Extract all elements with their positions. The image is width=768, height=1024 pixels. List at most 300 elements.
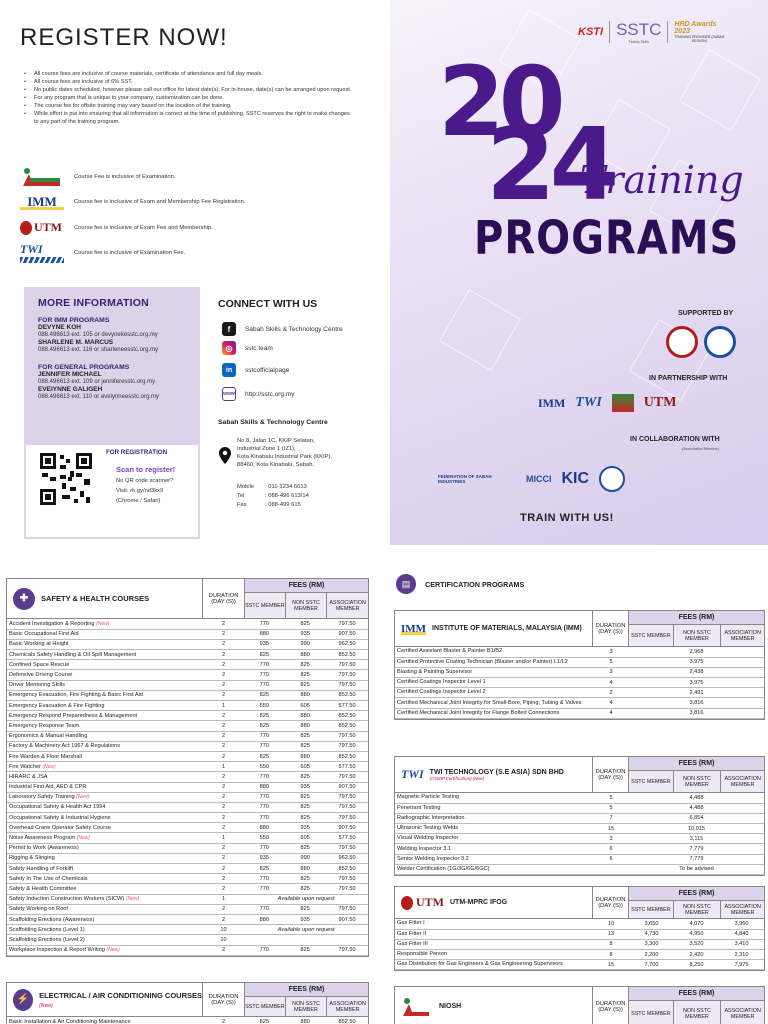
utm-title: UTM-MPRC IFOG bbox=[450, 899, 508, 906]
course-name: Certified Assistant Blaster & Painter B1/B2 bbox=[395, 647, 593, 657]
duration-cell: 5 bbox=[593, 793, 629, 803]
location-pin-icon bbox=[219, 447, 231, 464]
address-line: 88460, Kota Kinabalu, Sabah. bbox=[237, 462, 315, 468]
fee-cell: 10,915 bbox=[629, 824, 764, 834]
duration-cell: 1 bbox=[203, 833, 245, 843]
fee-cell: 4,950 bbox=[674, 929, 719, 939]
duration-cell: 2 bbox=[203, 874, 245, 884]
org-row-imm bbox=[20, 194, 245, 210]
fee-cell: 2,420 bbox=[674, 950, 719, 960]
hrd-corp-logo-icon bbox=[704, 326, 736, 358]
fsi-logo-icon: FEDERATION OF SABAH INDUSTRIES bbox=[438, 474, 492, 484]
course-name: Gas Fitter II bbox=[395, 929, 593, 939]
info-bullet: • No public dates scheduled, however please call our office for latest date(s). For in-house, date(s) can be arranged upon request. bbox=[24, 86, 354, 94]
address-line: No.8, Jalan 1C, KKIP Selatan, bbox=[237, 438, 315, 444]
cert-title: CERTIFICATION PROGRAMS bbox=[425, 579, 525, 589]
fee-cell: 797.50 bbox=[326, 792, 368, 802]
fee-cell: 770 bbox=[244, 772, 284, 782]
contact-line: 088.496613 ext. 116 or sharleneesstc.org.my bbox=[38, 347, 158, 353]
collab-logos bbox=[438, 466, 625, 492]
course-name: Safety Working on Roof bbox=[7, 904, 203, 914]
course-name: HIRARC & JSA bbox=[7, 772, 203, 782]
fee-cell: 825 bbox=[284, 813, 326, 823]
assoc-logo-icon bbox=[599, 466, 625, 492]
table-row bbox=[395, 919, 764, 929]
duration-cell: 2 bbox=[203, 619, 245, 629]
fee-cell: 3,816 bbox=[629, 708, 764, 718]
fee-cell: 550 bbox=[244, 833, 284, 843]
table-row bbox=[7, 823, 368, 833]
browser-note: (Chrome / Safari) bbox=[116, 498, 161, 504]
imm-table: IMM INSTITUTE OF MATERIALS, MALAYSIA (IMM) DURATION (DAY (S)) FEES (RM) SSTC MEMBER NON SSTC MEMBER ASSOCIATION MEMBER Certified Assistant Blaster & Painter B1/B2 3 2,968 Certified Protective Coating Technician (Blaster and/or Painter) L1/L2 5 3,975 Blasting & Painting Supervisor 3 2,438 Certified Coatings Inspector Level 1 4 3,975 Certified Coatings Inspector Level 2 2 2,491 Certified Mechanical Joint Integrity for Small-Bore, Piping, Tubing & Valves 4 3,816 Certified Mechanical Joint Integrity for Flange Bolted Connections 4 3,816 bbox=[394, 610, 765, 720]
twi-logo-icon: TWI bbox=[401, 767, 424, 781]
duration-cell: 8 bbox=[593, 950, 629, 960]
course-name: Basic Installation & Air Conditioning Maintenance bbox=[7, 1017, 203, 1024]
table-row bbox=[395, 708, 764, 718]
no-qr-label: No QR code scanner? bbox=[116, 478, 174, 484]
utm-logo-icon: UTM bbox=[643, 395, 677, 410]
table-row bbox=[7, 914, 368, 924]
course-name: Permit to Work (Awareness) bbox=[7, 843, 203, 853]
fee-cell: 770 bbox=[244, 792, 284, 802]
fee-cell: 825 bbox=[284, 884, 326, 894]
table-row bbox=[395, 647, 764, 657]
fee-cell: 770 bbox=[244, 660, 284, 670]
course-name: Scaffolding Erections (Level 1) bbox=[7, 925, 203, 935]
fee-cell: 852.50 bbox=[326, 1017, 368, 1024]
table-row bbox=[7, 904, 368, 914]
fee-cell: 4,488 bbox=[629, 793, 764, 803]
duration-cell: 2 bbox=[203, 1017, 245, 1024]
table-row bbox=[7, 884, 368, 894]
hero-panel bbox=[390, 0, 768, 545]
duration-cell: 8 bbox=[593, 939, 629, 949]
course-name: Occupational Safety & Health Act 1994 bbox=[7, 802, 203, 812]
table-row bbox=[7, 843, 368, 853]
utm-logo-icon: UTM bbox=[20, 220, 64, 235]
table-row bbox=[7, 619, 368, 629]
new-tag: (New) bbox=[125, 896, 140, 903]
course-name: Confined Space Rescue bbox=[7, 660, 203, 670]
duration-cell: 6 bbox=[593, 844, 629, 854]
fee-cell: 825 bbox=[284, 945, 326, 955]
course-name: Certified Coatings Inspector Level 2 bbox=[395, 688, 593, 698]
fee-cell: 3,520 bbox=[674, 939, 719, 949]
connect-title: CONNECT WITH US bbox=[218, 298, 318, 310]
fee-cell: 852.50 bbox=[326, 751, 368, 761]
table-row bbox=[7, 701, 368, 711]
registration-box bbox=[24, 443, 200, 539]
course-name: Certified Protective Coating Technician (Blaster and/or Painter) L1/L2 bbox=[395, 657, 593, 667]
fee-cell: 7,779 bbox=[629, 854, 764, 864]
fee-cell: 8,250 bbox=[674, 960, 719, 970]
course-name: Safety Handling of Forklift bbox=[7, 864, 203, 874]
duration-cell: 2 bbox=[203, 639, 245, 649]
fee-cell: 990 bbox=[284, 853, 326, 863]
fee-cell: 3,300 bbox=[629, 939, 674, 949]
linkedin-icon: in bbox=[222, 363, 236, 377]
website-link[interactable]: www http://sstc.org.my bbox=[222, 387, 295, 401]
info-bullet: • All course fees are inclusive of course materials, certificate of attendance and full day meals. bbox=[24, 70, 354, 78]
twi-table: TWI TWI TECHNOLOGY (S.E ASIA) SDN BHD (CSWIP Certification) (New) DURATION (DAY (S)) FEES (RM) SSTC MEMBER NON SSTC MEMBER ASSOCIATION MEMBER Magnetic Particle Testing 5 4,488 Penetrant Testing 5 4,488 Radiographic Interpretation 7 6,854 Ultrasonic Testing Welds 15 10,915 Visual Welding Inspector 3 3,115 Welding Inspector 3.1 6 7,779 Senior Welding Inspector 3.2 6 7,779 Welder Certification (1G/3G/6G/6GC) To be advised bbox=[394, 756, 765, 876]
fee-cell: 935 bbox=[284, 823, 326, 833]
duration-cell: 5 bbox=[593, 657, 629, 667]
table-row bbox=[7, 660, 368, 670]
general-heading: FOR GENERAL PROGRAMS bbox=[38, 364, 130, 371]
duration-cell: 2 bbox=[203, 792, 245, 802]
duration-cell: 2 bbox=[203, 843, 245, 853]
table-row bbox=[7, 731, 368, 741]
fee-cell: 577.50 bbox=[326, 833, 368, 843]
org-note: Course fee is inclusive of Examination Fee. bbox=[74, 249, 186, 256]
fee-cell: 825 bbox=[244, 864, 284, 874]
table-row bbox=[7, 650, 368, 660]
table-row bbox=[7, 792, 368, 802]
duration-cell: 3 bbox=[593, 834, 629, 844]
fee-cell: 797.50 bbox=[326, 874, 368, 884]
more-info-title: MORE INFORMATION bbox=[38, 297, 149, 309]
org-note: Course fee is inclusive of Exam Fee and Membership. bbox=[74, 224, 213, 231]
fee-cell: 825 bbox=[284, 874, 326, 884]
course-name: Gas Fitter III bbox=[395, 939, 593, 949]
fee-cell: 797.50 bbox=[326, 731, 368, 741]
award-logo-icon: HRD Awards 2023 TRAINING PROVIDER (SABAH REGION) bbox=[674, 21, 725, 43]
course-name: Safety & Health Committee bbox=[7, 884, 203, 894]
duration-cell: 2 bbox=[203, 823, 245, 833]
course-name: Certified Mechanical Joint Integrity for Flange Bolted Connections bbox=[395, 708, 593, 718]
contact-line: 088.496613 ext. 110 or eveiynneesstc.org.my bbox=[38, 394, 159, 400]
table-row bbox=[395, 854, 764, 864]
duration-cell: 2 bbox=[203, 802, 245, 812]
fee-cell: 880 bbox=[244, 914, 284, 924]
table-row bbox=[395, 844, 764, 854]
course-name: Workplace Inspection & Report Writing (New) bbox=[7, 945, 203, 955]
table-row bbox=[395, 813, 764, 823]
fee-cell: 852.50 bbox=[326, 690, 368, 700]
table-row bbox=[7, 925, 368, 935]
contact-line: 088.496613 ext. 105 or devynekesstc.org.my bbox=[38, 332, 158, 338]
duration-cell: 2 bbox=[203, 680, 245, 690]
fee-cell: 770 bbox=[244, 802, 284, 812]
partnership-label: IN PARTNERSHIP WITH bbox=[649, 375, 728, 382]
table-row bbox=[7, 833, 368, 843]
duration-cell: 2 bbox=[203, 904, 245, 914]
course-name: Fire Warden & Floor Marshall bbox=[7, 751, 203, 761]
table-row bbox=[395, 667, 764, 677]
table-row bbox=[395, 950, 764, 960]
fee-cell: 825 bbox=[284, 792, 326, 802]
table-row bbox=[395, 834, 764, 844]
course-name: Radiographic Interpretation bbox=[395, 813, 593, 823]
course-name: Safety Induction Construction Workers (SICW) (New) bbox=[7, 894, 203, 904]
fee-cell: 825 bbox=[284, 619, 326, 629]
duration-cell: 2 bbox=[203, 670, 245, 680]
address bbox=[237, 437, 332, 469]
duration-cell: 4 bbox=[593, 698, 629, 708]
course-name: Overhead Crane Operator Safety Course bbox=[7, 823, 203, 833]
programs-title: PROGRAMS bbox=[474, 212, 740, 265]
fee-cell: 935 bbox=[284, 914, 326, 924]
fee-cell: 907.50 bbox=[326, 823, 368, 833]
utm-logo-icon bbox=[401, 896, 413, 910]
info-bullet: • All course fees are inclusive of 6% SST. bbox=[24, 78, 354, 86]
table-row bbox=[395, 864, 764, 874]
duration-cell: 1 bbox=[203, 894, 245, 904]
table-row bbox=[7, 751, 368, 761]
fee-cell: 797.50 bbox=[326, 670, 368, 680]
fee-cell: 797.50 bbox=[326, 619, 368, 629]
fee-cell: 880 bbox=[244, 629, 284, 639]
course-name: Welding Inspector 3.1 bbox=[395, 844, 593, 854]
fee-cell: 825 bbox=[244, 690, 284, 700]
new-tag: (New) bbox=[96, 620, 110, 627]
fee-cell: 825 bbox=[244, 1017, 284, 1024]
course-name: Accident Investigation & Reporting (New) bbox=[7, 619, 203, 629]
course-name: Emergency Response Team bbox=[7, 721, 203, 731]
fee-cell: 770 bbox=[244, 884, 284, 894]
fee-cell: 3,975 bbox=[629, 657, 764, 667]
table-row bbox=[395, 929, 764, 939]
duration-cell bbox=[593, 864, 629, 874]
duration-cell: 5 bbox=[593, 803, 629, 813]
fee-cell: 6,854 bbox=[629, 813, 764, 823]
facebook-link[interactable]: f Sabah Skills & Technology Centre bbox=[222, 322, 343, 336]
fee-cell: 852.50 bbox=[326, 650, 368, 660]
niosh-logo-icon bbox=[20, 166, 64, 188]
course-name: Magnetic Particle Testing bbox=[395, 793, 593, 803]
fee-cell: 7,700 bbox=[629, 960, 674, 970]
niosh-logo-icon bbox=[401, 996, 431, 1018]
fee-cell: 4,488 bbox=[629, 803, 764, 813]
fee-cell: 880 bbox=[284, 1017, 326, 1024]
table-row bbox=[7, 670, 368, 680]
fee-cell: 797.50 bbox=[326, 741, 368, 751]
contact-name: DEVYNE KOH bbox=[38, 324, 81, 331]
fee-cell: 605 bbox=[284, 701, 326, 711]
duration-cell: 2 bbox=[203, 914, 245, 924]
course-name: Blasting & Painting Supervisor bbox=[395, 667, 593, 677]
fee-cell: 852.50 bbox=[326, 721, 368, 731]
fee-cell: 605 bbox=[284, 762, 326, 772]
duration-cell: 2 bbox=[593, 688, 629, 698]
course-name: Penetrant Testing bbox=[395, 803, 593, 813]
course-name: Scaffolding Erections (Awareness) bbox=[7, 914, 203, 924]
fee-cell: 4,840 bbox=[719, 929, 764, 939]
fee-cell: 770 bbox=[244, 874, 284, 884]
fee-cell: 880 bbox=[284, 690, 326, 700]
course-name: Basic Working at Height bbox=[7, 639, 203, 649]
fee-cell: 770 bbox=[244, 843, 284, 853]
fee-cell: 2,310 bbox=[719, 950, 764, 960]
fee-cell: 797.50 bbox=[326, 802, 368, 812]
fee-cell: 880 bbox=[284, 711, 326, 721]
register-title: REGISTER NOW! bbox=[20, 24, 228, 51]
fee-cell: 907.50 bbox=[326, 629, 368, 639]
fee-cell: 770 bbox=[244, 741, 284, 751]
duration-cell: 2 bbox=[203, 731, 245, 741]
safety-title: SAFETY & HEALTH COURSES bbox=[41, 594, 150, 603]
duration-cell: 2 bbox=[203, 690, 245, 700]
info-bullet: • The course fee for offsite training may vary based on the location of the training. bbox=[24, 102, 354, 110]
twi-logo-icon: TWI bbox=[20, 242, 64, 263]
safety-icon: ✚ bbox=[13, 588, 35, 610]
safety-table: ✚ SAFETY & HEALTH COURSES DURATION (DAY (S)) FEES (RM) SSTC MEMBER NON SSTC MEMBER ASSOCIATION MEMBER Accident Investigation & Reporting (New) 2 770 825 797.50 Basic Occupational First Aid 2 880 935 907.50 Basic Working at Height 2 935 990 962.50 Chemicals Safety Handling & Oil Spill Management 2 825 880 852.50 Confined Space Rescue 2 770 825 797.50 Defensive Driving Course 2 770 825 797.50 Driver Mentoring Skills 2 770 825 797.50 Emergency Evacuation, Fire Fighting & Basic First Aid 2 825 880 852.50 Emergency Evacuation & Fire Fighting 1 550 605 577.50 Emergency Respond Preparedness & Management 2 825 880 852.50 Emergency Response Team 2 825 880 852.50 Ergonomics & Manual Handling 2 770 825 797.50 Factory & Machinery Act 1967 & Regulations 2 770 825 797.50 Fire Warden & Floor Marshall 2 825 880 852.50 Fire Watcher (New) 1 550 605 577.50 HIRARC & JSA 2 770 825 797.50 Industrial First Aid, AED & CPR 2 880 935 907.50 Laboratory Safety Training (New) 2 770 825 797.50 Occupational Safety & Health Act 1994 2 770 825 797.50 Occupational Safety & Industrial Hygiene 2 770 825 797.50 Overhead Crane Operator Safety Course 2 880 935 907.50 Noise Awareness Program (New) 1 550 605 577.50 Permit to Work (Awareness) 2 770 825 797.50 Rigging & Slinging 2 935 990 962.50 Safety Handling of Forklift 2 825 880 852.50 Safety In The Use of Chemicals 2 770 825 797.50 Safety & Health Committee 2 770 825 797.50 Safety Induction Construction Workers (SICW) (New) 1 Available upon request Safety Working on Roof 2 770 825 797.50 Scaffolding Erections (Awareness) 2 880 935 907.50 Scaffolding Erections (Level 1) 10 Available upon request Scaffolding Erections (Level 2) 10 Workplace Inspection & Report Writing (New) 2 770 825 797.50 bbox=[6, 578, 369, 957]
duration-cell: 2 bbox=[203, 782, 245, 792]
course-name: Certified Coatings Inspector Level 1 bbox=[395, 678, 593, 688]
duration-cell: 2 bbox=[203, 813, 245, 823]
course-name: Visual Welding Inspector bbox=[395, 834, 593, 844]
course-name: Noise Awareness Program (New) bbox=[7, 833, 203, 843]
org-row-utm bbox=[20, 220, 213, 235]
contact-name: EVEIYNNE GALIGEH bbox=[38, 386, 103, 393]
twi-logo-icon: TWI bbox=[575, 395, 602, 410]
electrical-title: ELECTRICAL / AIR CONDITIONING COURSES bbox=[39, 990, 202, 1000]
assoc-note: (Association Member) bbox=[682, 447, 719, 451]
fee-cell: 3,650 bbox=[629, 919, 674, 929]
info-bullet: • For any program that is unique to your company, customization can be done. bbox=[24, 94, 354, 102]
table-row bbox=[7, 945, 368, 955]
niosh-title: NIOSH bbox=[439, 1003, 462, 1010]
new-tag: (New) bbox=[76, 835, 91, 842]
electrical-rows bbox=[7, 1017, 368, 1024]
course-name: Emergency Respond Preparedness & Management bbox=[7, 711, 203, 721]
fee-cell: 797.50 bbox=[326, 904, 368, 914]
fee-cell: 797.50 bbox=[326, 660, 368, 670]
fee-cell: 825 bbox=[284, 741, 326, 751]
fee-cell: 550 bbox=[244, 762, 284, 772]
fee-cell: 770 bbox=[244, 904, 284, 914]
table-row bbox=[7, 690, 368, 700]
ksti-logo-icon: KSTI bbox=[578, 26, 604, 38]
course-name: Laboratory Safety Training (New) bbox=[7, 792, 203, 802]
duration-cell: 2 bbox=[203, 711, 245, 721]
fee-cell: 852.50 bbox=[326, 864, 368, 874]
table-row bbox=[7, 680, 368, 690]
fee-cell: 7,779 bbox=[629, 844, 764, 854]
duration-cell: 1 bbox=[203, 701, 245, 711]
course-name: Chemicals Safety Handling & Oil Spill Management bbox=[7, 650, 203, 660]
www-icon: www bbox=[222, 387, 236, 401]
info-bullet: • While effort is put into ensuring that all information is correct at the time of publishing, SSTC reserves the right to make changes to any part of the training program. bbox=[24, 110, 354, 126]
fee-cell: 880 bbox=[284, 864, 326, 874]
fee-cell: 825 bbox=[284, 731, 326, 741]
org-row-twi bbox=[20, 242, 185, 263]
course-name: Welder Certification (1G/3G/6G/6GC) bbox=[395, 864, 593, 874]
table-row bbox=[395, 793, 764, 803]
qr-code-icon[interactable] bbox=[38, 451, 94, 507]
fee-cell: 825 bbox=[284, 772, 326, 782]
new-tag: (New) bbox=[42, 763, 56, 770]
fee-cell: 770 bbox=[244, 619, 284, 629]
table-row bbox=[7, 864, 368, 874]
fee-cell: 797.50 bbox=[326, 813, 368, 823]
visit-link[interactable]: Visit: rb.gy/nd3kx9 bbox=[116, 488, 164, 494]
course-name: Scaffolding Erections (Level 2) bbox=[7, 935, 203, 945]
fee-cell: 880 bbox=[284, 721, 326, 731]
duration-cell: 4 bbox=[593, 678, 629, 688]
duration-cell: 2 bbox=[203, 945, 245, 955]
fee-cell: 880 bbox=[284, 751, 326, 761]
fee-cell: 577.50 bbox=[326, 762, 368, 772]
duration-cell: 2 bbox=[203, 864, 245, 874]
linkedin-link[interactable]: in sstcofficialpage bbox=[222, 363, 289, 377]
fee-cell: 577.50 bbox=[326, 701, 368, 711]
duration-cell: 1 bbox=[203, 762, 245, 772]
twi-rows bbox=[395, 793, 764, 875]
table-row bbox=[395, 688, 764, 698]
course-name: Emergency Evacuation, Fire Fighting & Basic First Aid bbox=[7, 690, 203, 700]
micci-logo-icon: MICCI bbox=[526, 474, 552, 484]
fee-cell: 907.50 bbox=[326, 782, 368, 792]
fee-cell: 880 bbox=[244, 782, 284, 792]
duration-cell: 7 bbox=[593, 813, 629, 823]
fee-cell: 770 bbox=[244, 945, 284, 955]
course-name: Occupational Safety & Industrial Hygiene bbox=[7, 813, 203, 823]
course-name: Emergency Evacuation & Fire Fighting bbox=[7, 701, 203, 711]
imm-title: INSTITUTE OF MATERIALS, MALAYSIA (IMM) bbox=[432, 625, 582, 632]
fee-cell: 3,115 bbox=[629, 834, 764, 844]
lightning-icon: ⚡ bbox=[13, 989, 33, 1011]
table-row bbox=[395, 698, 764, 708]
course-name: Gas Fitter I bbox=[395, 919, 593, 929]
supporter-logo-icon bbox=[666, 326, 698, 358]
twi-title: TWI TECHNOLOGY (S.E ASIA) SDN BHD bbox=[429, 768, 564, 776]
fee-cell: 770 bbox=[244, 670, 284, 680]
table-row bbox=[7, 874, 368, 884]
imm-logo-icon: IMM bbox=[538, 395, 566, 410]
fee-cell bbox=[284, 935, 326, 945]
contact-line: 088.496613 ext. 109 or jenniferesstc.org.my bbox=[38, 379, 156, 385]
duration-cell: 2 bbox=[203, 772, 245, 782]
table-row bbox=[7, 629, 368, 639]
utm-rows bbox=[395, 919, 764, 970]
fee-cell: 825 bbox=[284, 843, 326, 853]
fee-cell: 935 bbox=[244, 853, 284, 863]
duration-cell: 10 bbox=[203, 935, 245, 945]
course-name: Ultrasonic Testing Welds bbox=[395, 824, 593, 834]
table-row bbox=[7, 1017, 368, 1024]
fee-cell: 605 bbox=[284, 833, 326, 843]
table-row bbox=[7, 802, 368, 812]
fee-cell: 550 bbox=[244, 701, 284, 711]
fee-cell: 3,816 bbox=[629, 698, 764, 708]
fee-cell: 797.50 bbox=[326, 945, 368, 955]
fee-cell: 825 bbox=[284, 680, 326, 690]
duration-cell: 3 bbox=[593, 667, 629, 677]
certificate-icon: ▤ bbox=[396, 574, 416, 594]
fee-cell: 2,438 bbox=[629, 667, 764, 677]
course-name: Ergonomics & Manual Handling bbox=[7, 731, 203, 741]
course-name: Driver Mentoring Skills bbox=[7, 680, 203, 690]
fee-cell bbox=[326, 935, 368, 945]
table-row bbox=[395, 657, 764, 667]
fee-cell bbox=[244, 935, 284, 945]
cert-heading bbox=[396, 574, 524, 594]
course-name: Senior Welding Inspector 3.2 bbox=[395, 854, 593, 864]
org-note: Course fee is inclusive of Exam and Membership Fee Registration. bbox=[74, 199, 246, 205]
instagram-link[interactable]: ◎ sstc.team bbox=[222, 341, 273, 355]
course-name: Safety In The Use of Chemicals bbox=[7, 874, 203, 884]
brand-logos bbox=[578, 20, 724, 44]
connect-section bbox=[218, 298, 317, 310]
duration-cell: 13 bbox=[593, 929, 629, 939]
fee-cell: 797.50 bbox=[326, 772, 368, 782]
course-name: Gas Distribution for Gas Engineers & Gas Engineering Supervisors bbox=[395, 960, 593, 970]
table-row bbox=[7, 762, 368, 772]
table-row bbox=[7, 721, 368, 731]
table-row bbox=[395, 678, 764, 688]
fee-note: Available upon request bbox=[244, 894, 368, 904]
